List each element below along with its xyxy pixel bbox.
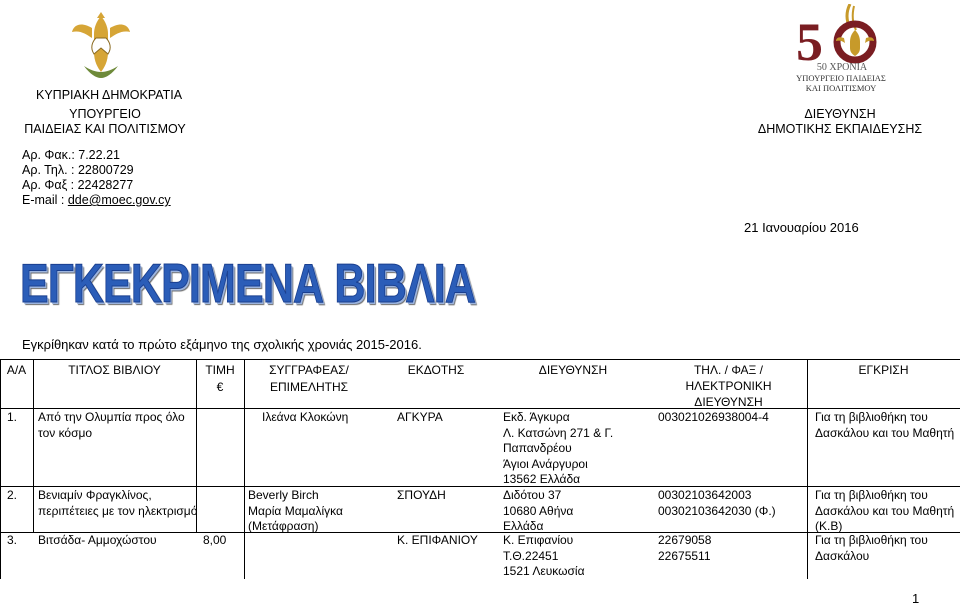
table-rule: [0, 359, 1, 579]
table-rule: [0, 359, 960, 360]
row-3-num: 3.: [7, 533, 18, 547]
row-1-num: 1.: [7, 410, 18, 424]
row-3-approval: [815, 533, 928, 564]
row-2-title-line: περιπέτειες με τον ηλεκτρισμό: [38, 503, 198, 518]
table-rule: [0, 408, 960, 409]
ministry-line-2: ΠΑΙΔΕΙΑΣ ΚΑΙ ΠΟΛΙΤΙΣΜΟΥ: [24, 122, 186, 136]
row-2-publisher: ΣΠΟΥΔΗ: [397, 488, 446, 502]
email-line: [22, 193, 171, 208]
row-1-publisher: ΑΓΚΥΡΑ: [397, 410, 443, 424]
phone-number: Αρ. Τηλ. : 22800729: [22, 163, 134, 177]
row-3-address-line: 1521 Λευκωσία: [503, 564, 585, 578]
row-1-title: [38, 410, 185, 441]
row-2-num: 2.: [7, 488, 18, 502]
row-2-contact: [658, 488, 776, 519]
col-header-approval: ΕΓΚΡΙΣΗ: [858, 363, 909, 377]
row-1-address: [503, 410, 613, 488]
col-header-contact-2: ΗΛΕΚΤΡΟΝΙΚΗ: [685, 379, 772, 393]
republic-label: ΚΥΠΡΙΑΚΗ ΔΗΜΟΚΡΑΤΙΑ: [36, 88, 183, 102]
col-header-contact: ΤΗΛ. / ΦΑΞ /: [693, 363, 764, 377]
row-2-approval-line: (Κ.Β): [815, 519, 843, 533]
logo-text-culture: ΚΑΙ ΠΟΛΙΤΙΣΜΟΥ: [805, 83, 877, 93]
row-3-price: 8,00: [203, 533, 227, 547]
row-2-title: [38, 488, 197, 519]
row-2-address-line: Ελλάδα: [503, 519, 544, 533]
row-2-author-line: Μαρία Μαμαλίγκα: [248, 503, 343, 518]
col-header-author: ΣΥΓΓΡΑΦΕΑΣ/: [269, 363, 349, 377]
row-2-approval-line: Για τη βιβλιοθήκη του: [815, 488, 928, 502]
row-2-contact-line: 00302103642003: [658, 488, 752, 502]
row-1-title-line: τον κόσμο: [38, 425, 93, 440]
page-title: ΕΓΚΕΚΡΙΜΕΝΑ ΒΙΒΛΙΑ: [20, 252, 476, 314]
row-2-address: [503, 488, 573, 535]
row-1-approval: [815, 410, 954, 441]
row-1-author: Ιλεάνα Κλοκώνη: [262, 410, 349, 424]
col-header-title: ΤΙΤΛΟΣ ΒΙΒΛΙΟΥ: [68, 363, 161, 377]
row-2-approval-line: Δασκάλου και του Μαθητή: [815, 503, 955, 518]
page-number: 1: [912, 591, 920, 606]
logo-text-50-years: 50 ΧΡΟΝΙΑ: [816, 62, 868, 73]
table-rule: [0, 486, 960, 487]
row-3-publisher: Κ. ΕΠΙΦΑΝΙΟΥ: [397, 533, 478, 547]
row-2-address-line: Διδότου 37: [503, 488, 562, 502]
anniversary-50-logo-icon: [792, 4, 890, 94]
col-header-contact-3: ΔΙΕΥΘΥΝΣΗ: [694, 395, 763, 409]
row-2-author-line: Beverly Birch: [248, 488, 319, 502]
table-rule: [807, 359, 808, 579]
fax-number: Αρ. Φαξ : 22428277: [22, 178, 134, 192]
col-header-price-unit: €: [216, 380, 224, 394]
row-3-title: Βιτσάδα- Αμμοχώστου: [38, 533, 157, 547]
table-rule: [33, 359, 34, 532]
cyprus-emblem-icon: [70, 8, 132, 80]
row-2-approval: [815, 488, 954, 535]
row-2-contact-line: 00302103642030 (Φ.): [658, 503, 776, 518]
svg-text:5: 5: [796, 12, 823, 64]
col-header-author-2: ΕΠΙΜΕΛΗΤΗΣ: [269, 380, 349, 394]
row-3-approval-line: Για τη βιβλιοθήκη του: [815, 533, 928, 547]
document-date: 21 Ιανουαρίου 2016: [744, 220, 859, 235]
email-link[interactable]: dde@moec.gov.cy: [67, 193, 171, 207]
col-header-price: ΤΙΜΗ: [205, 363, 235, 377]
row-1-contact: 003021026938004-4: [658, 410, 769, 424]
row-3-contact: [658, 533, 711, 564]
ministry-line-1: ΥΠΟΥΡΓΕΙΟ: [69, 107, 141, 121]
row-1-approval-line: Για τη βιβλιοθήκη του: [815, 410, 928, 424]
col-header-num: Α/Α: [6, 363, 27, 377]
department-line-1: ΔΙΕΥΘΥΝΣΗ: [804, 107, 876, 121]
row-2-title-line: Βενιαμίν Φραγκλίνος,: [38, 488, 152, 502]
row-3-contact-line: 22675511: [658, 548, 711, 563]
col-header-address: ΔΙΕΥΘΥΝΣΗ: [538, 363, 608, 377]
row-1-address-line: Άγιοι Ανάργυροι: [503, 456, 588, 471]
row-3-approval-line: Δασκάλου: [815, 548, 870, 563]
row-3-contact-line: 22679058: [658, 533, 712, 547]
row-2-author: [248, 488, 343, 535]
row-2-author-line: (Μετάφραση): [248, 519, 319, 533]
file-number: Αρ. Φακ.: 7.22.21: [22, 148, 120, 162]
row-1-address-line: 13562 Ελλάδα: [503, 472, 581, 486]
row-1-address-line: Λ. Κατσώνη 271 & Γ.: [503, 425, 614, 440]
col-header-publisher: ΕΚΔΟΤΗΣ: [407, 363, 465, 377]
row-1-approval-line: Δασκάλου και του Μαθητή: [815, 425, 955, 440]
row-3-address-line: Κ. Επιφανίου: [503, 533, 574, 547]
department-line-2: ΔΗΜΟΤΙΚΗΣ ΕΚΠΑΙΔΕΥΣΗΣ: [757, 122, 923, 136]
row-2-address-line: 10680 Αθήνα: [503, 503, 574, 518]
row-1-address-line: Παπανδρέου: [503, 441, 572, 455]
row-1-title-line: Από την Ολυμπία προς όλο: [38, 410, 185, 424]
row-1-address-line: Εκδ. Άγκυρα: [503, 410, 570, 424]
logo-text-ministry: ΥΠΟΥΡΓΕΙΟ ΠΑΙΔΕΙΑΣ: [796, 73, 886, 83]
approval-period-note: Εγκρίθηκαν κατά το πρώτο εξάμηνο της σχολικής χρονιάς 2015-2016.: [22, 337, 422, 352]
row-3-address-line: Τ.Θ.22451: [503, 548, 559, 563]
row-3-address: [503, 533, 585, 580]
email-label: E-mail :: [22, 193, 68, 207]
